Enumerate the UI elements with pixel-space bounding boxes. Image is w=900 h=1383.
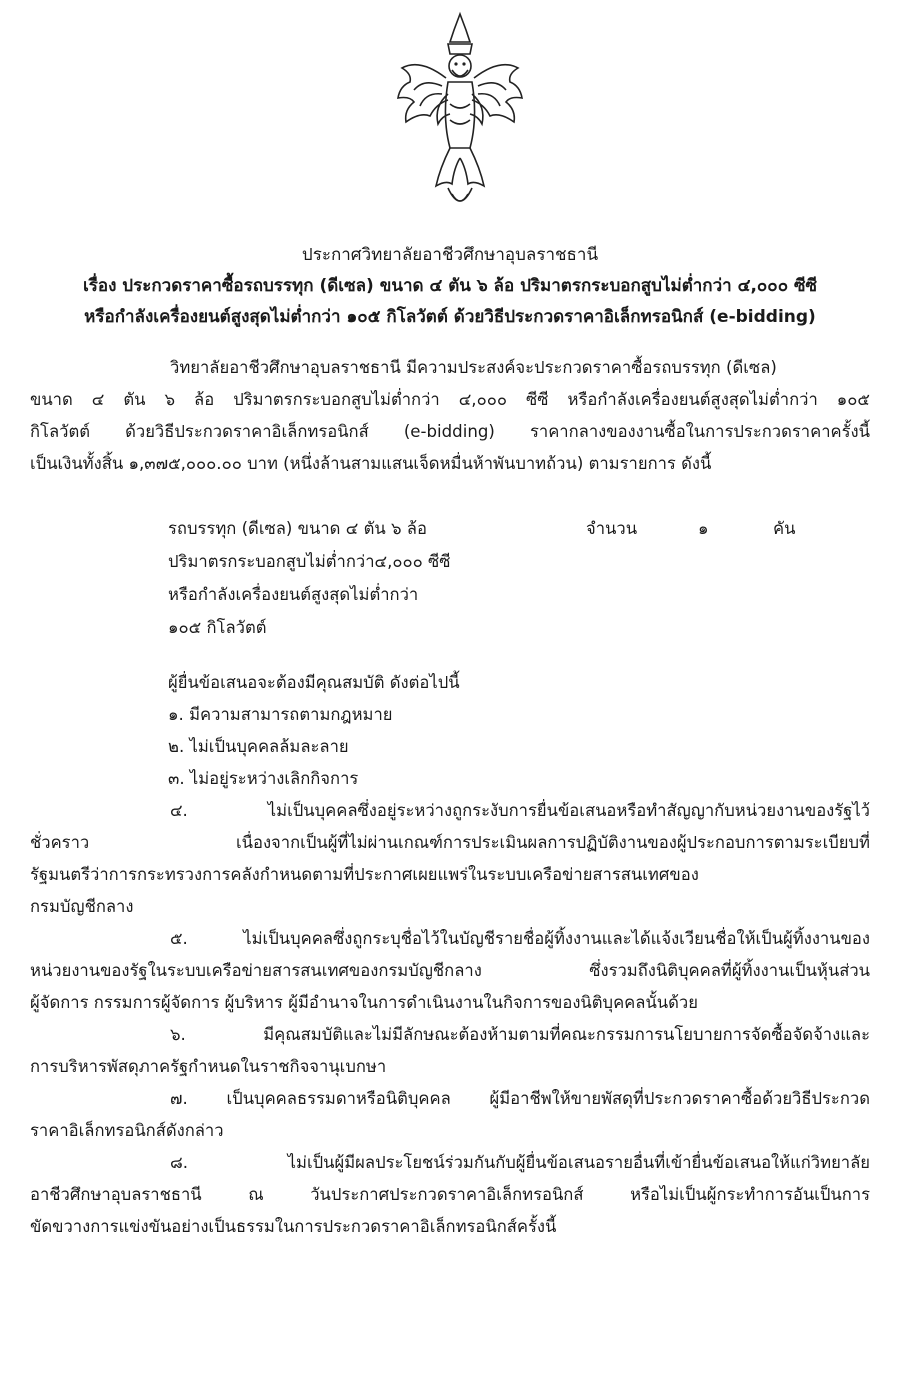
qualification-8-line-3: ขัดขวางการแข่งขันอย่างเป็นธรรมในการประกวดราคาอิเล็กทรอนิกส์ครั้งนี้ bbox=[30, 1217, 557, 1236]
garuda-emblem-icon bbox=[390, 8, 530, 223]
intro-line-3: กิโลวัตต์ ด้วยวิธีประกวดราคาอิเล็กทรอนิกส์ (e-bidding) ราคากลางของงานซื้อในการประกวดราคาครั้งนี้ bbox=[30, 422, 870, 441]
intro-paragraph bbox=[30, 352, 870, 480]
qualification-6-line-2: การบริหารพัสดุภาครัฐกำหนดในราชกิจจานุเบกษา bbox=[30, 1057, 387, 1076]
qualifications-section bbox=[30, 667, 870, 1243]
intro-line-2: ขนาด ๔ ตัน ๖ ล้อ ปริมาตรกระบอกสูบไม่ต่ำกว่า ๔,๐๐๐ ซีซี หรือกำลังเครื่องยนต์สูงสุดไม่ต่ำกว่า ๑๐๕ bbox=[30, 390, 870, 409]
qualification-2: ๒. ไม่เป็นบุคคลล้มละลาย bbox=[168, 737, 349, 756]
item-list bbox=[168, 512, 818, 644]
title-line-1: ประกาศวิทยาลัยอาชีวศึกษาอุบลราชธานี bbox=[301, 245, 599, 265]
qualification-1: ๑. มีความสามารถตามกฎหมาย bbox=[168, 705, 393, 724]
title-line-2: เรื่อง ประกวดราคาซื้อรถบรรทุก (ดีเซล) ขนาด ๔ ตัน ๖ ล้อ ปริมาตรกระบอกสูบไม่ต่ำกว่า ๔,๐๐๐ ซีซี bbox=[82, 276, 818, 296]
qualification-4-line-4: กรมบัญชีกลาง bbox=[30, 897, 134, 916]
item-description-line-4: ๑๐๕ กิโลวัตต์ bbox=[168, 618, 267, 637]
announcement-title bbox=[20, 240, 880, 333]
item-description-line-3: หรือกำลังเครื่องยนต์สูงสุดไม่ต่ำกว่า bbox=[168, 585, 419, 604]
title-line-3: หรือกำลังเครื่องยนต์สูงสุดไม่ต่ำกว่า ๑๐๕ กิโลวัตต์ ด้วยวิธีประกวดราคาอิเล็กทรอนิกส์ (e-bidding) bbox=[84, 307, 816, 327]
qualification-5-line-1: ๕. ไม่เป็นบุคคลซึ่งถูกระบุชื่อไว้ในบัญชีรายชื่อผู้ทิ้งงานและได้แจ้งเวียนชื่อให้เป็นผู้ทิ้งงานของ bbox=[170, 929, 870, 948]
qualification-7-line-2: ราคาอิเล็กทรอนิกส์ดังกล่าว bbox=[30, 1121, 224, 1140]
item-description-line-1: รถบรรทุก (ดีเซล) ขนาด ๔ ตัน ๖ ล้อ bbox=[168, 519, 427, 538]
qualifications-heading: ผู้ยื่นข้อเสนอจะต้องมีคุณสมบัติ ดังต่อไปนี้ bbox=[168, 673, 460, 692]
qualification-8-line-2: อาชีวศึกษาอุบลราชธานี ณ วันประกาศประกวดราคาอิเล็กทรอนิกส์ หรือไม่เป็นผู้กระทำการอันเป็นการ bbox=[30, 1185, 870, 1204]
qualification-7-line-1: ๗. เป็นบุคคลธรรมดาหรือนิติบุคคล ผู้มีอาชีพให้ขายพัสดุที่ประกวดราคาซื้อด้วยวิธีประกวด bbox=[170, 1089, 870, 1108]
qualification-5-line-3: ผู้จัดการ กรรมการผู้จัดการ ผู้บริหาร ผู้มีอำนาจในการดำเนินงานในกิจการของนิติบุคคลนั้นด้วย bbox=[30, 993, 698, 1012]
qualification-5-line-2: หน่วยงานของรัฐในระบบเครือข่ายสารสนเทศของกรมบัญชีกลาง ซึ่งรวมถึงนิติบุคคลที่ผู้ทิ้งงานเป็นหุ้นส่วน bbox=[30, 961, 870, 980]
quantity-value: ๑ bbox=[698, 519, 709, 538]
intro-line-1: วิทยาลัยอาชีวศึกษาอุบลราชธานี มีความประสงค์จะประกวดราคาซื้อรถบรรทุก (ดีเซล) bbox=[170, 358, 777, 377]
quantity-unit: คัน bbox=[773, 519, 796, 538]
qualification-4-line-3: รัฐมนตรีว่าการกระทรวงการคลังกำหนดตามที่ประกาศเผยแพร่ในระบบเครือข่ายสารสนเทศของ bbox=[30, 865, 699, 884]
qualification-8-line-1: ๘. ไม่เป็นผู้มีผลประโยชน์ร่วมกันกับผู้ยื่นข้อเสนอรายอื่นที่เข้ายื่นข้อเสนอให้แก่วิทยาลัย bbox=[170, 1153, 870, 1172]
quantity-label: จำนวน bbox=[586, 519, 638, 538]
item-description-line-2: ปริมาตรกระบอกสูบไม่ต่ำกว่า๔,๐๐๐ ซีซี bbox=[168, 552, 451, 571]
qualification-4-line-2: ชั่วคราว เนื่องจากเป็นผู้ที่ไม่ผ่านเกณฑ์การประเมินผลการปฏิบัติงานของผู้ประกอบการตามระเบียบที่ bbox=[30, 833, 870, 852]
qualification-6-line-1: ๖. มีคุณสมบัติและไม่มีลักษณะต้องห้ามตามที่คณะกรรมการนโยบายการจัดซื้อจัดจ้างและ bbox=[170, 1025, 870, 1044]
qualification-3: ๓. ไม่อยู่ระหว่างเลิกกิจการ bbox=[168, 769, 359, 788]
item-row bbox=[168, 512, 818, 545]
qualification-4-line-1: ๔. ไม่เป็นบุคคลซึ่งอยู่ระหว่างถูกระงับการยื่นข้อเสนอหรือทำสัญญากับหน่วยงานของรัฐไว้ bbox=[170, 801, 870, 820]
intro-line-4: เป็นเงินทั้งสิ้น ๑,๓๗๕,๐๐๐.๐๐ บาท (หนึ่งล้านสามแสนเจ็ดหมื่นห้าพันบาทถ้วน) ตามรายการ ดังนี้ bbox=[30, 454, 712, 473]
